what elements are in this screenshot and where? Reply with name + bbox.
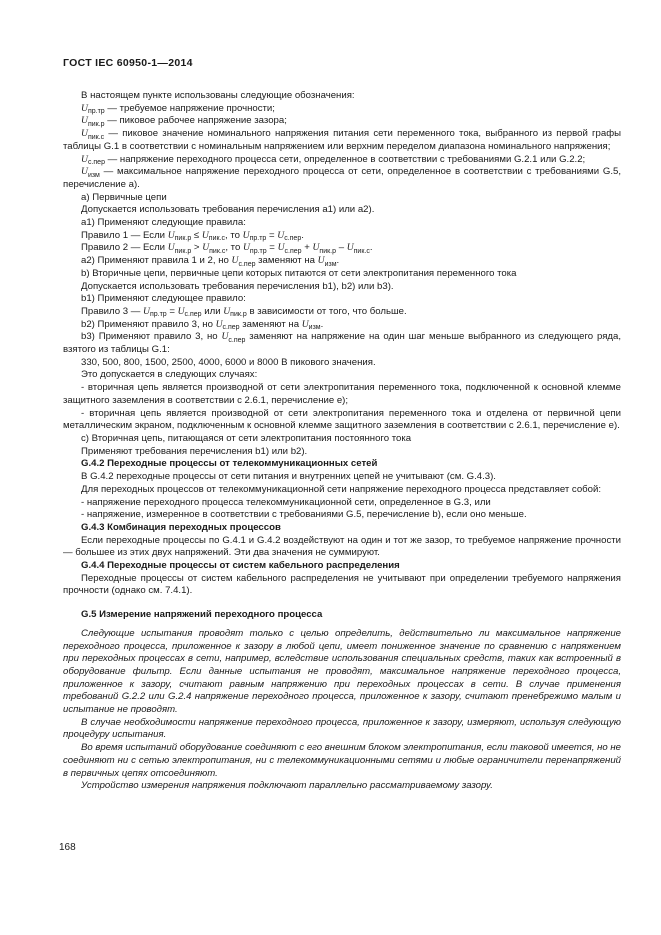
voltage-symbol: U: [167, 242, 175, 254]
paragraph: $U_{пик.с}$ — пиковое значение номинального напряжения питания сети переменного тока, выбранного из первой графы таблицы G.1 в соответствии с номинальным напряжением или верхним переделом диапазона номинального напряжения;: [63, 128, 621, 152]
paragraph: Если переходные процессы по G.4.1 и G.4.2 воздействуют на один и тот же зазор, то требуемое напряжение прочности — большее из этих двух напряжений. Эти два значения не суммируют.: [63, 534, 621, 559]
voltage-symbol: U: [81, 153, 88, 165]
paragraph: Допускается использовать требования перечисления b1), b2) или b3).: [81, 280, 394, 292]
paragraph: В настоящем пункте использованы следующие обозначения:: [81, 90, 355, 101]
voltage-symbol: U: [167, 229, 175, 241]
voltage-symbol: U: [301, 318, 309, 330]
section-heading: G.4.2 Переходные процессы от телекоммуникационных сетей: [81, 458, 378, 470]
voltage-subscript: с.пер: [184, 311, 202, 319]
voltage-subscript: с.пер: [284, 235, 302, 243]
paragraph: Правило 2 — Если $U_{пик.р} > U_{пик.с}$, то $U_{пр.тр} = U_{с.пер} + U_{пик.р} - U_{пик.с}$.: [81, 242, 373, 255]
voltage-subscript: пр.тр: [249, 247, 267, 255]
voltage-symbol: U: [81, 128, 88, 140]
voltage-symbol: U: [242, 242, 250, 254]
voltage-subscript: пр.тр: [87, 108, 105, 116]
voltage-subscript: с.пер: [228, 336, 246, 344]
paragraph: b2) Применяют правило 3, но $U_{с.пер}$ заменяют на $U_{изм}$.: [81, 318, 324, 332]
paragraph: В G.4.2 переходные процессы от сети питания и внутренних цепей не учитывают (см. G.4.3).: [81, 471, 496, 483]
paragraph: Следующие испытания проводят только с целью определить, действительно ли максимальное напряжение переходного процесса, приложенное к зазору в любой цепи, имеет пониженное значение по сравнению с напряжением при переходных процессах в сети, например, вследствие использования специальных средств, таких как встроенный в оборудование фильтр. Если данные испытания не проводят, максимальное напряжение переходного процесса, приложенное к зазору, считают равным напряжению при переходных процессах в сети. В случае применения требований G.2.2 или G.2.4 напряжение переходного процесса, приложенное к зазору, считают пренебрежимо малым и испытание не проводят.: [63, 627, 621, 716]
paragraph: Правило 3 — $U_{пр.тр} = U_{с.пер}$ или $U_{пик.р}$ в зависимости от того, что больше.: [81, 305, 407, 319]
paragraph: 330, 500, 800, 1500, 2500, 4000, 6000 и 8000 В пикового значения.: [81, 356, 376, 368]
paragraph: Переходные процессы от систем кабельного распределения не учитывают при определении требуемого напряжения прочности (однако см. 7.4.1).: [63, 572, 621, 597]
voltage-symbol: U: [81, 166, 88, 178]
voltage-subscript: пик.с: [208, 235, 226, 243]
paragraph: b1) Применяют следующее правило:: [81, 293, 246, 305]
voltage-symbol: U: [277, 242, 285, 254]
paragraph: В случае необходимости напряжение переходного процесса, приложенное к зазору, измеряют, используя следующую процедуру испытания.: [63, 716, 621, 741]
voltage-symbol: U: [312, 242, 320, 254]
paragraph: $U_{изм}$ — максимальное напряжение переходного процесса от сети, определенное в соответствии с требованиями G.5, перечисление а).: [63, 166, 621, 190]
voltage-symbol: U: [317, 255, 325, 267]
voltage-symbol: U: [242, 229, 250, 241]
voltage-symbol: U: [223, 305, 231, 317]
voltage-symbol: U: [81, 115, 88, 127]
paragraph: Для переходных процессов от телекоммуникационной сети напряжение переходного процесса представляет собой:: [81, 483, 602, 495]
paragraph: Применяют требования перечисления b1) или b2).: [81, 445, 308, 457]
voltage-subscript: с.пер: [284, 247, 302, 255]
paragraph: - напряжение переходного процесса телекоммуникационной сети, определенное в G.3, или: [81, 496, 491, 508]
voltage-subscript: пр.тр: [149, 311, 167, 319]
paragraph: Это допускается в следующих случаях:: [81, 369, 258, 381]
voltage-symbol: U: [221, 331, 229, 343]
paragraph: - вторичная цепь является производной от сети электропитания переменного тока, подключенной к основной клемме защитного заземления в соответствии с 2.6.1, перечисление е);: [63, 382, 621, 406]
voltage-subscript: пик.р: [230, 311, 247, 319]
paragraph: b) Вторичные цепи, первичные цепи которых питаются от сети электропитания переменного тока: [81, 267, 517, 279]
voltage-subscript: изм: [308, 324, 321, 332]
voltage-subscript: пик.р: [319, 247, 337, 255]
voltage-subscript: пик.р: [174, 247, 192, 255]
paragraph: а1) Применяют следующие правила:: [81, 217, 246, 229]
paragraph: b3) Применяют правило 3, но $U_{с.пер}$ заменяют на напряжение на один шаг меньше выбранного из следующего ряда, взятого из таблицы G.1:: [63, 331, 621, 356]
section-heading: G.4.3 Комбинация переходных процессов: [81, 521, 281, 533]
paragraph: - вторичная цепь является производной от сети электропитания переменного тока и отделена от первичной цепи металлическим экраном, подключенным к основной клемме защитного заземления в соответствии с 2.6.1, перечисление е).: [63, 407, 621, 432]
voltage-subscript: пр.тр: [249, 235, 267, 243]
voltage-symbol: U: [231, 255, 239, 267]
voltage-subscript: изм: [87, 171, 100, 179]
voltage-subscript: изм: [324, 260, 337, 268]
paragraph: Допускается использовать требования перечисления а1) или а2).: [81, 204, 375, 216]
voltage-subscript: пик.с: [87, 133, 105, 141]
paragraph: Правило 1 — Если $U_{пик.р} \le U_{пик.с}$, то $U_{пр.тр} = U_{с.пер}$.: [81, 229, 304, 243]
paragraph: $U_{с.пер}$ — напряжение переходного процесса сети, определенное в соответствии с требованиями G.2.1 или G.2.2;: [81, 153, 586, 167]
voltage-subscript: пик.р: [87, 120, 105, 128]
voltage-subscript: с.пер: [222, 324, 240, 332]
voltage-symbol: U: [346, 242, 354, 254]
voltage-subscript: пик.с: [353, 247, 370, 255]
page-header-title: ГОСТ IEC 60950-1—2014: [63, 57, 193, 69]
voltage-symbol: U: [277, 229, 285, 241]
paragraph: Во время испытаний оборудование соединяют с его внешним блоком электропитания, если таковой имеется, но не соединяют ни с сетью электропитания, ни с телекоммуникационными сетями и любые ограничители перенапряжений в первичных цепях отсоединяют.: [63, 742, 621, 779]
page-number: 168: [59, 842, 76, 853]
paragraph: $U_{пик.р}$ — пиковое рабочее напряжение зазора;: [81, 115, 287, 128]
paragraph: а) Первичные цепи: [81, 191, 167, 203]
voltage-symbol: U: [143, 305, 150, 317]
paragraph: Устройство измерения напряжения подключают параллельно рассматриваемому зазору.: [81, 780, 493, 792]
voltage-subscript: пик.р: [174, 235, 192, 243]
voltage-symbol: U: [215, 318, 223, 330]
paragraph: $U_{пр.тр}$ — требуемое напряжение прочности;: [81, 102, 275, 116]
voltage-symbol: U: [81, 102, 88, 114]
voltage-subscript: с.пер: [238, 260, 256, 268]
paragraph: с) Вторичная цепь, питающаяся от сети электропитания постоянного тока: [81, 432, 412, 444]
paragraph: а2) Применяют правила 1 и 2, но $U_{с.пер}$ заменяют на $U_{изм}$.: [81, 255, 340, 268]
voltage-symbol: U: [202, 242, 210, 254]
voltage-subscript: пик.с: [209, 247, 226, 255]
voltage-subscript: с.пер: [87, 159, 105, 167]
document-body: [63, 90, 621, 793]
section-heading: G.5 Измерение напряжений переходного процесса: [81, 609, 323, 621]
paragraph: - напряжение, измеренное в соответствии с требованиями G.5, перечисление b), если оно меньше.: [81, 509, 527, 521]
voltage-symbol: U: [177, 305, 185, 317]
section-heading: G.4.4 Переходные процессы от систем кабельного распределения: [81, 560, 400, 572]
voltage-symbol: U: [201, 229, 209, 241]
